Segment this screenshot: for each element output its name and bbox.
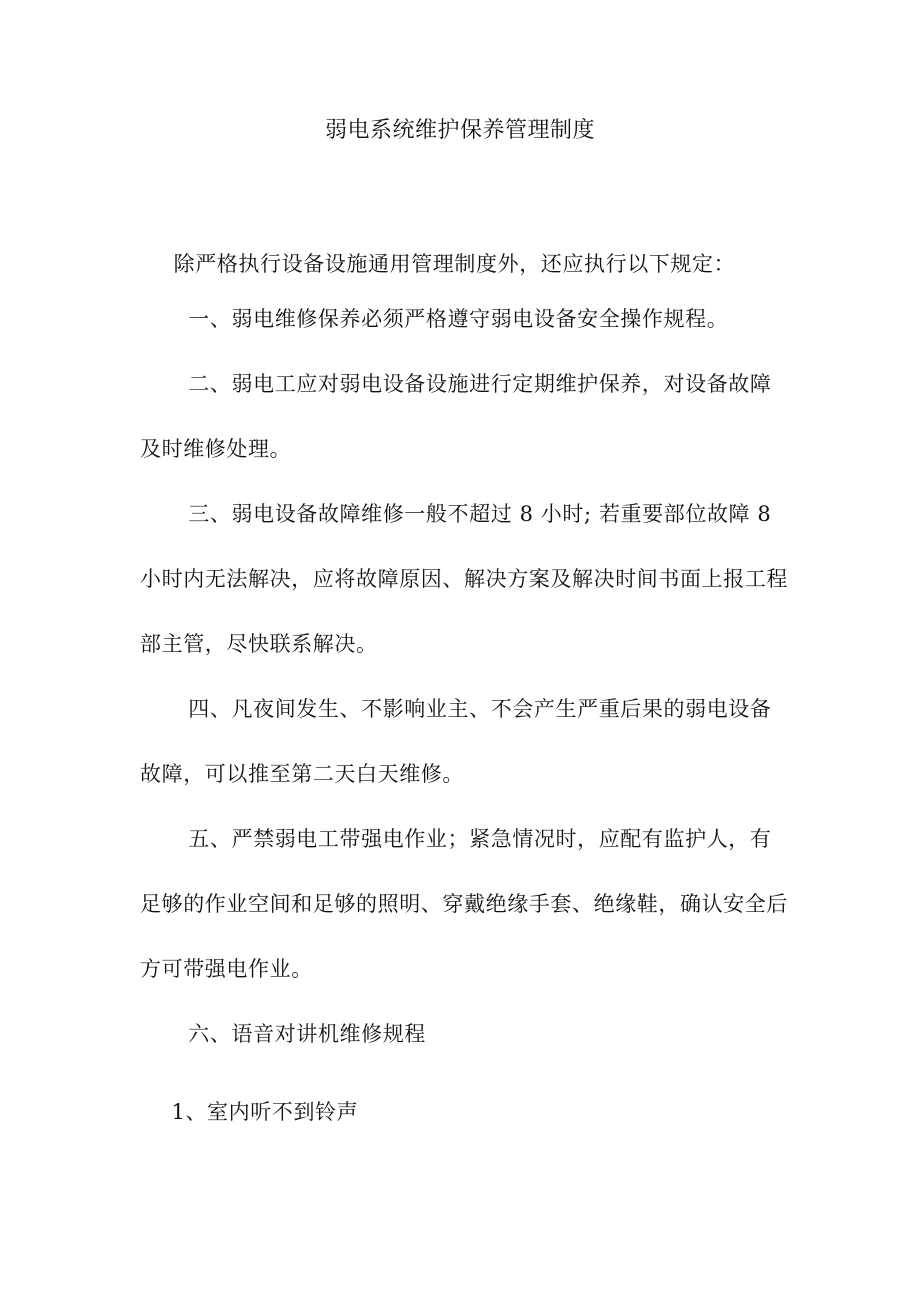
document-title: 弱电系统维护保养管理制度 (324, 118, 595, 143)
section-heading-intercom: 六、语音对讲机维修规程 (188, 1022, 426, 1046)
paragraph-rule-4: 四、凡夜间发生、不影响业主、不会产生严重后果的弱电设备故障，可以推至第二天白天维修。 (140, 697, 772, 786)
paragraph-rule-5: 五、严禁弱电工带强电作业；紧急情况时，应配有监护人，有足够的作业空间和足够的照明、穿戴绝缘手套、绝缘鞋，确认安全后方可带强电作业。 (140, 827, 788, 981)
paragraph-intro: 除严格执行设备设施通用管理制度外，还应执行以下规定： (173, 252, 736, 276)
subsection-heading-no-ringtone: 1、室内听不到铃声 (171, 1100, 359, 1124)
paragraph-rule-2: 二、弱电工应对弱电设备设施进行定期维护保养，对设备故障及时维修处理。 (140, 372, 772, 461)
paragraph-rule-3: 三、弱电设备故障维修一般不超过 8 小时; 若重要部位故障 8 小时内无法解决，应将故障原因、解决方案及解决时间书面上报工程部主管，尽快联系解决。 (140, 502, 788, 656)
paragraph-rule-1: 一、弱电维修保养必须严格遵守弱电设备安全操作规程。 (188, 307, 729, 331)
